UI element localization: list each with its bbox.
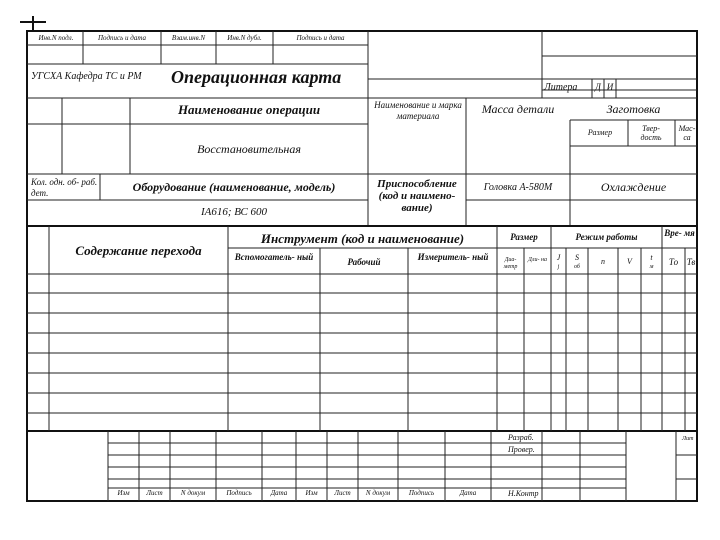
equipment-value: IA616; ВС 600 (200, 206, 268, 218)
top-strip-cell: Подпись и дата (98, 34, 146, 42)
footer-label: Изм (117, 489, 130, 497)
working-tool-header: Рабочий (347, 257, 381, 267)
footer-label: Подпись (408, 489, 435, 497)
role-checker: Провер. (508, 445, 535, 454)
mode-param: t (650, 253, 653, 262)
top-strip-cell: Инв.N подл. (38, 34, 74, 42)
footer-label: Подпись (226, 489, 252, 497)
blank-size-label: Размер (587, 128, 613, 137)
time-header: Вре- мя (664, 228, 695, 238)
mode-unit: j (557, 264, 560, 270)
footer-label: Лист (334, 489, 351, 497)
diameter-header: Диа- метр (503, 257, 518, 270)
top-strip-cell: Взам.инв.N (171, 34, 206, 42)
mode-unit: м (649, 264, 654, 270)
mass-label: Мас- са (678, 124, 696, 142)
litera-label: Литера (544, 82, 578, 93)
top-strip-cell: Подпись и дата (296, 34, 345, 42)
length-header: Дли- на (528, 257, 547, 263)
organization: УГСХА Кафедра ТС и РМ (31, 71, 142, 82)
cutting-mode-header: Режим работы (575, 232, 638, 242)
litera-value: Д (595, 82, 601, 92)
auxiliary-tool-header: Вспомогатель- ный (234, 252, 314, 262)
footer-label: Дата (270, 489, 288, 497)
mode-param: n (601, 257, 605, 266)
role-norm-control: Н.Контр (508, 489, 539, 498)
transition-header: Содержание перехода (75, 243, 202, 258)
tv-header: Тв (686, 257, 696, 267)
top-strip-cell: Инв.N дубл. (227, 34, 262, 42)
fixture-value: Головка А-580М (483, 182, 553, 193)
hardness-label: Твер- дость (640, 124, 662, 142)
footer-label: Дата (459, 489, 477, 497)
equipment-label: Оборудование (наименование, модель) (132, 180, 336, 194)
mode-unit: об (574, 264, 580, 270)
role-developer: Разраб. (508, 433, 534, 442)
size-header: Размер (510, 232, 538, 242)
blank-label: Заготовка (606, 102, 661, 116)
operation-name-label: Наименование операции (177, 102, 321, 117)
litera-value: И (606, 82, 614, 92)
parts-count-label: Кол. одн. об- раб. дет. (31, 177, 98, 198)
footer-label: Лист (146, 489, 163, 497)
cooling-label: Охлаждение (600, 180, 667, 194)
footer-label: Изм (305, 489, 318, 497)
tool-header: Инструмент (код и наименование) (260, 231, 465, 246)
operation-value: Восстановительная (197, 142, 301, 156)
footer-label: N докум (365, 489, 391, 497)
mode-param: J (556, 253, 561, 262)
part-mass-label: Масса детали (481, 102, 555, 116)
fixture-label: Приспособление (код и наимено- вание) (377, 178, 457, 214)
sheet-label: Лит (682, 436, 694, 442)
material-label: Наименование и марка материала (374, 100, 462, 121)
form-title: Операционная карта (171, 67, 342, 87)
mode-param: S (575, 253, 579, 262)
measuring-tool-header: Измеритель- ный (417, 252, 489, 262)
footer-label: N докум (180, 489, 206, 497)
to-header: То (668, 257, 679, 267)
mode-param: V (627, 257, 632, 266)
